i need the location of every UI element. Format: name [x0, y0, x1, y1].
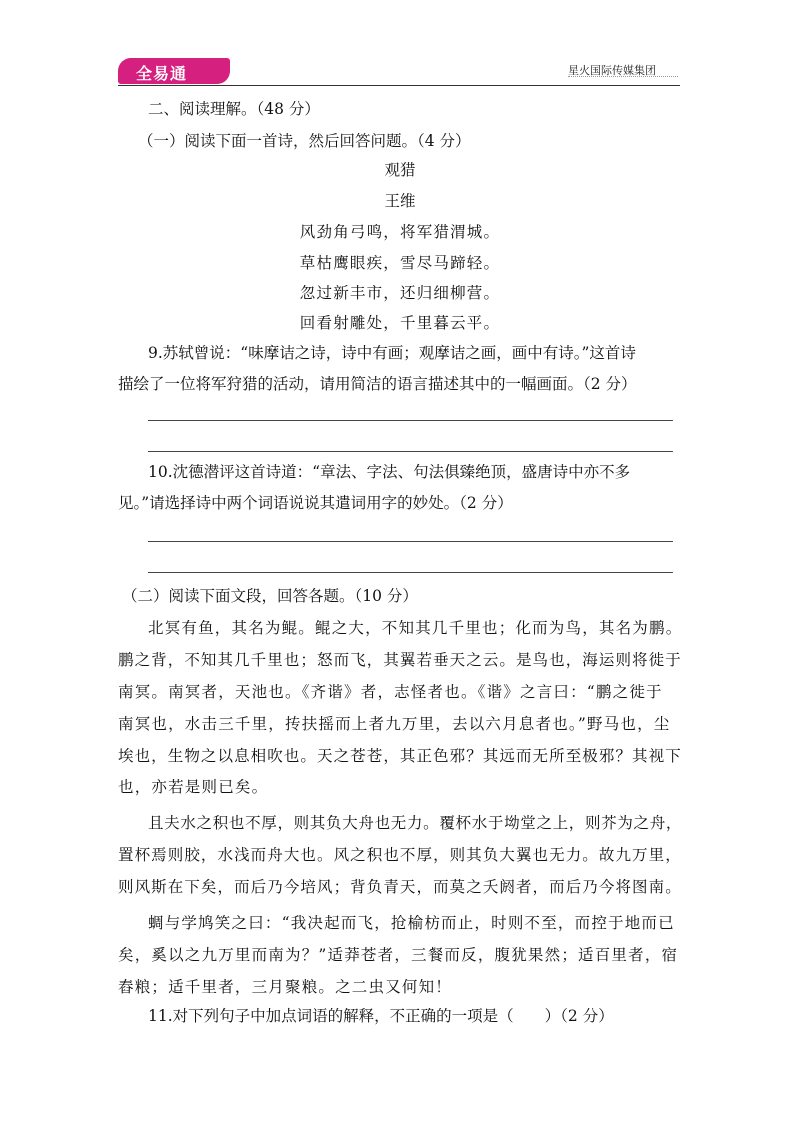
passage-line: 且夫水之积也不厚，则其负大舟也无力。覆杯水于坳堂之上，则芥为之舟， — [148, 814, 683, 832]
poem-line: 回看射雕处，千里暮云平。 — [299, 314, 501, 332]
answer-line[interactable] — [148, 451, 673, 452]
passage-line: 也，亦若是则已矣。 — [118, 778, 269, 796]
passage-line: 舂粮；适千里者，三月聚粮。之二虫又何知！ — [118, 978, 453, 996]
passage-line: 鹏之背，不知其几千里也；怒而飞，其翼若垂天之云。是鸟也，海运则将徙于 — [118, 651, 682, 669]
poem-title: 观猎 — [384, 161, 416, 179]
answer-line[interactable] — [148, 420, 673, 421]
header-rule — [118, 85, 680, 86]
passage-line: 北冥有鱼，其名为鲲。鲲之大，不知其几千里也；化而为鸟，其名为鹏。 — [148, 619, 683, 637]
publisher-tagline-line — [568, 76, 678, 79]
poem-line: 风劲角弓鸣，将军猎渭城。 — [299, 223, 501, 241]
answer-line[interactable] — [148, 572, 673, 573]
question-9-line: 描绘了一位将军狩猎的活动，请用简洁的语言描述其中的一幅画面。（2 分） — [118, 375, 637, 393]
section-title: 二、阅读理解。（48 分） — [148, 100, 320, 118]
passage-line: 南冥也，水击三千里，抟扶摇而上者九万里，去以六月息者也。”野马也，尘 — [118, 715, 671, 733]
answer-line[interactable] — [148, 541, 673, 542]
logo-text: 全易通 — [136, 64, 188, 83]
part2-instruction: （二）阅读下面文段，回答各题。（10 分） — [122, 587, 418, 605]
question-9-line: 9.苏轼曾说：“味摩诘之诗，诗中有画；观摩诘之画，画中有诗。”这首诗 — [148, 344, 636, 362]
passage-line: 则风斯在下矣，而后乃今培风；背负青天，而莫之夭阏者，而后乃今将图南。 — [118, 878, 682, 896]
passage-line: 埃也，生物之以息相吹也。天之苍苍，其正色邪？其远而无所至极邪？其视下 — [118, 747, 682, 765]
passage-line: 矣，奚以之九万里而南为？”适莽苍者，三餐而反，腹犹果然；适百里者，宿 — [118, 946, 679, 964]
question-10-line: 10.沈德潜评这首诗道：“章法、字法、句法俱臻绝顶，盛唐诗中亦不多 — [148, 463, 631, 481]
passage-line: 置杯焉则胶，水浅而舟大也。风之积也不厚，则其负大翼也无力。故九万里， — [118, 846, 682, 864]
publisher-name: 星火国际传媒集团 — [568, 64, 656, 77]
passage-line: 蜩与学鸠笑之曰：“我决起而飞，抢榆枋而止，时则不至，而控于地而已 — [148, 914, 675, 932]
poem-line: 忽过新丰市，还归细柳营。 — [299, 284, 501, 302]
poem-line: 草枯鹰眼疾，雪尽马蹄轻。 — [299, 254, 501, 272]
brand-logo — [118, 58, 230, 84]
question-11: 11.对下列句子中加点词语的解释，不正确的一项是（ ）（2 分） — [148, 1007, 614, 1025]
poem-author: 王维 — [384, 192, 416, 210]
passage-line: 南冥。南冥者，天池也。《齐谐》者，志怪者也。《谐》之言曰：“鹏之徙于 — [118, 683, 663, 701]
part1-instruction: （一）阅读下面一首诗，然后回答问题。（4 分） — [138, 132, 471, 150]
question-10-line: 见。”请选择诗中两个词语说说其遣词用字的妙处。（2 分） — [118, 494, 513, 512]
